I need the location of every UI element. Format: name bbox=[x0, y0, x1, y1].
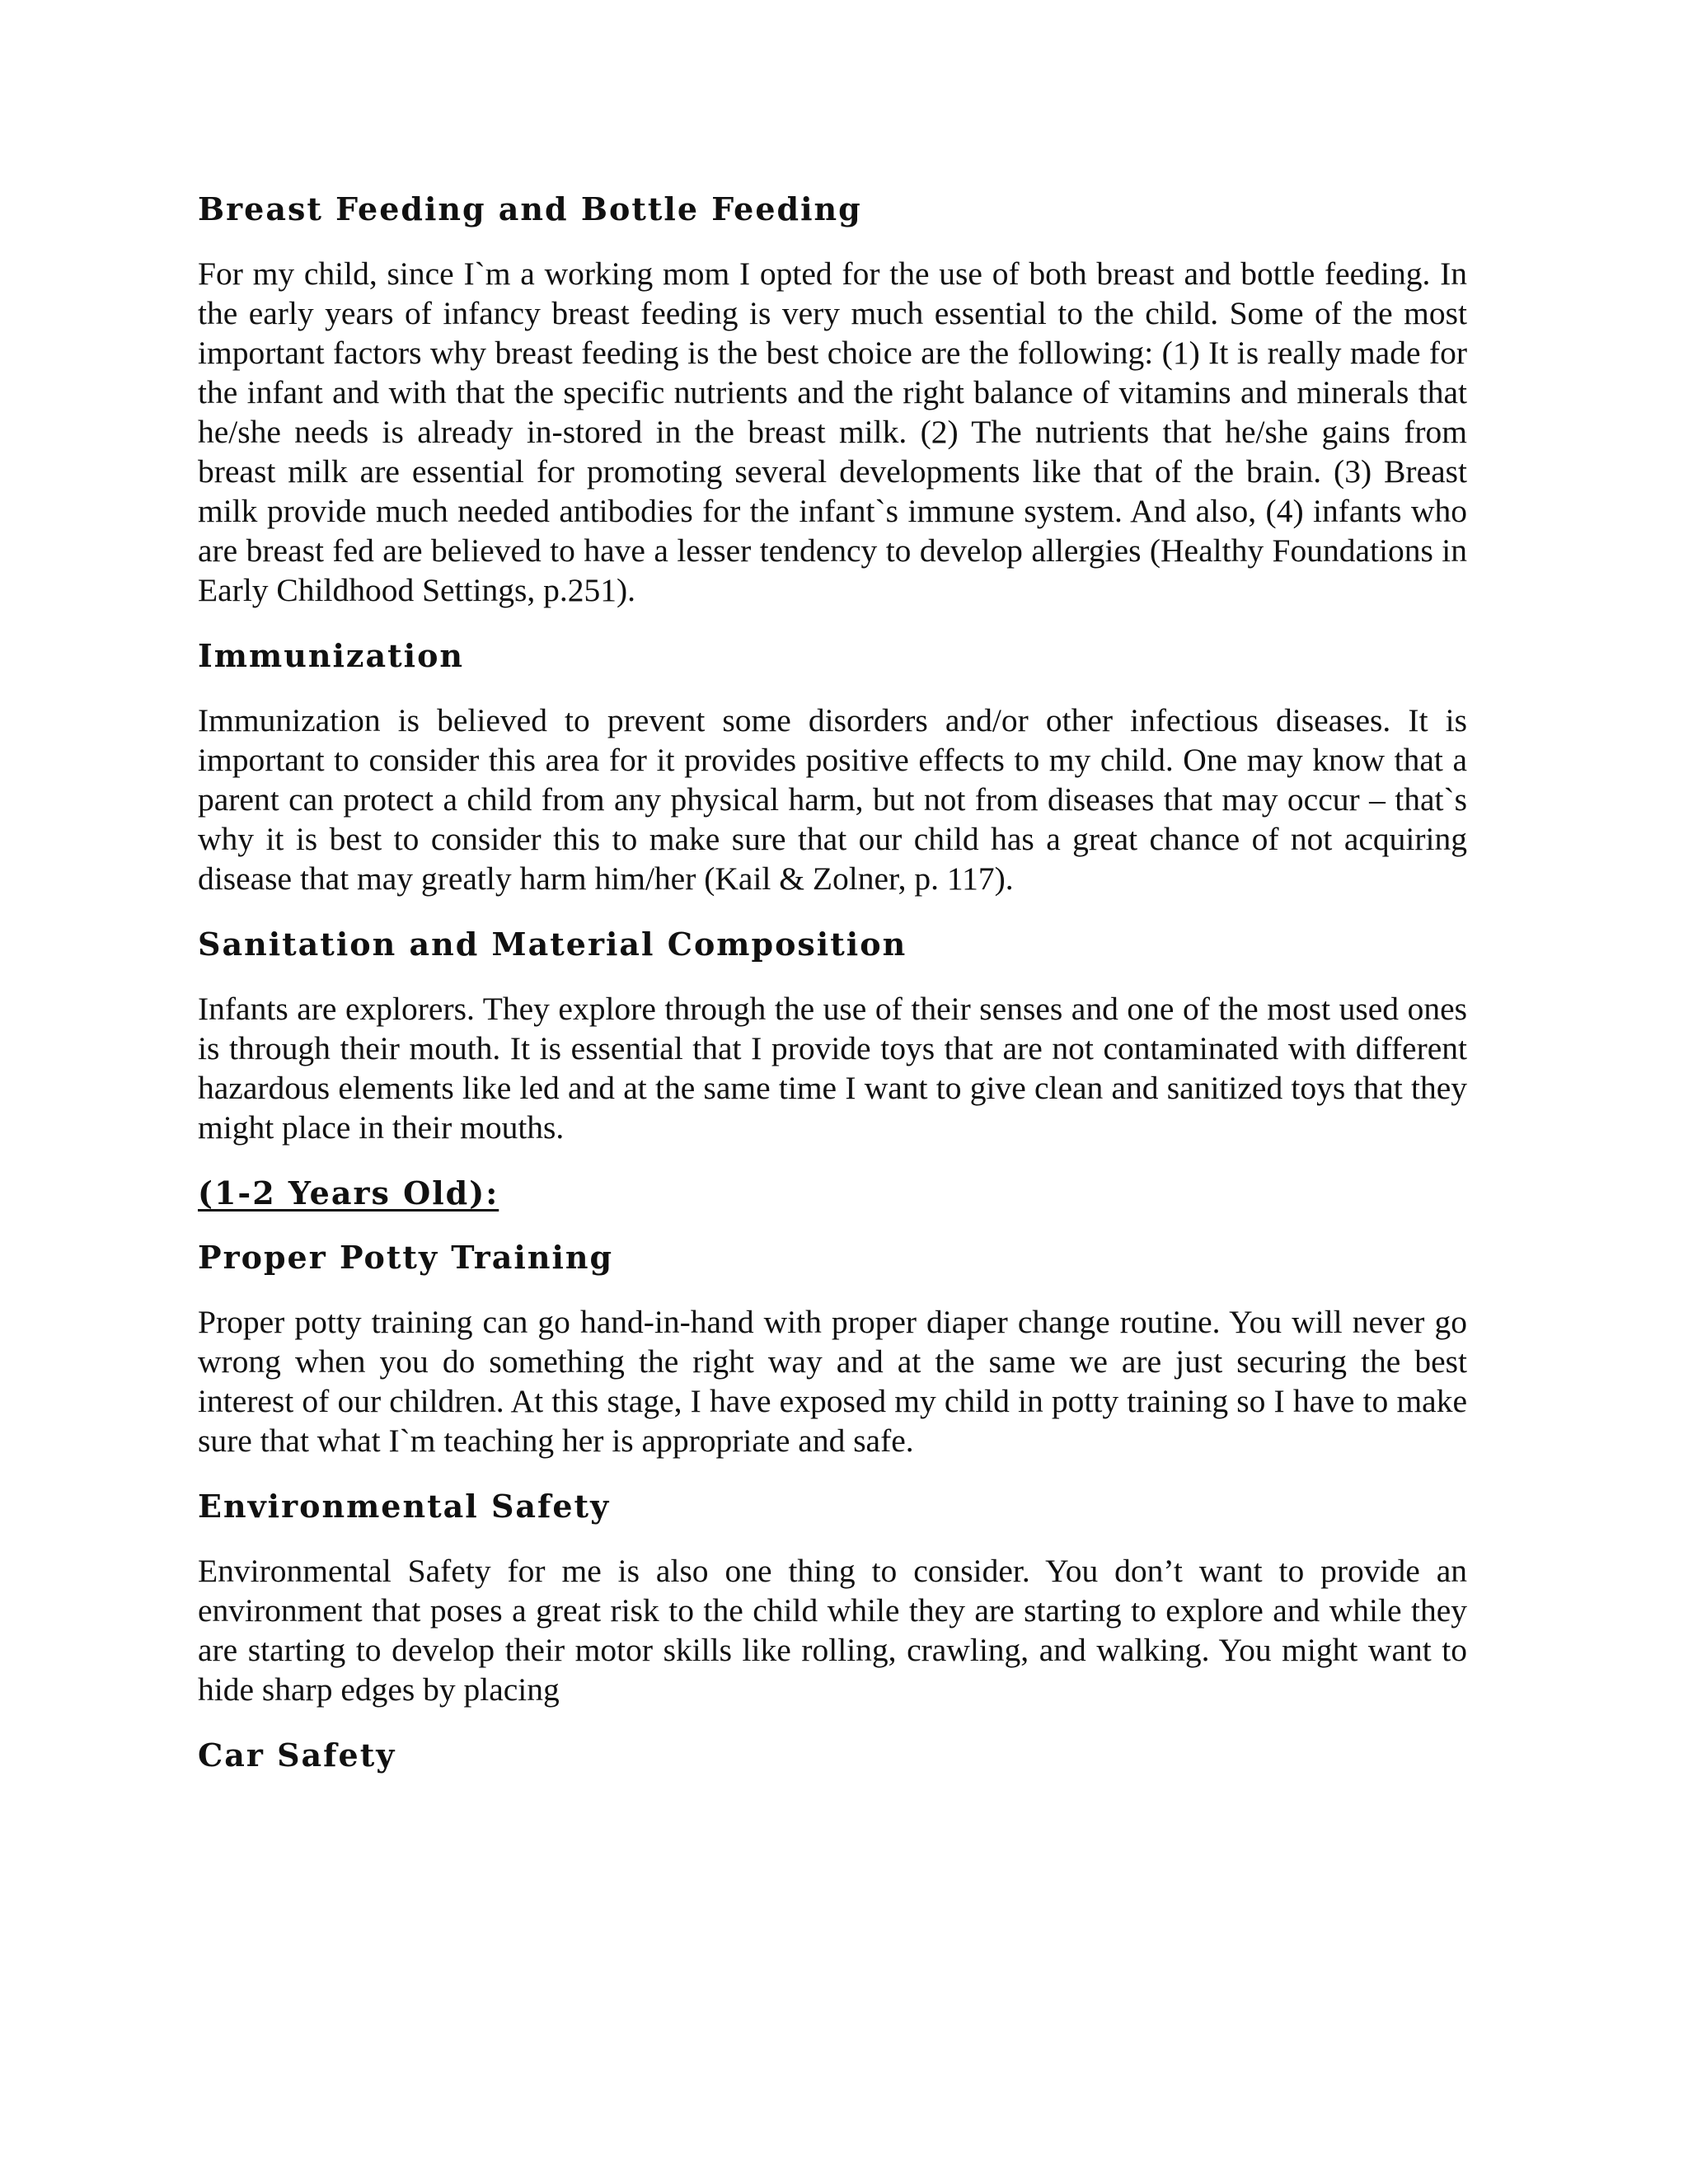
document-page bbox=[198, 190, 1467, 1800]
section-potty-training bbox=[198, 1238, 1467, 1460]
section-immunization bbox=[198, 636, 1467, 898]
section-body: Environmental Safety for me is also one thing to consider. You don’t want to provide an environment that poses a great risk to the child while they are starting to explore and while they are starting to develop their motor skills like rolling, crawling, and walking. You might want to hide sharp edges by placing bbox=[198, 1553, 1467, 1708]
section-age-group bbox=[198, 1174, 1467, 1213]
age-group-heading: (1-2 Years Old): bbox=[198, 1174, 499, 1212]
section-body: For my child, since I`m a working mom I opted for the use of both breast and bottle feeding. In the early years of infancy breast feeding is very much essential to the child. Some of the most important factors why breast feeding is the best choice are the following: (1) It is really made for the infant and with that the specific nutrients and the right balance of vitamins and minerals that he/she needs is already in-stored in the breast milk. (2) The nutrients that he/she gains from breast milk are essential for promoting several developments like that of the brain. (3) Breast milk provide much needed antibodies for the infant`s immune system. And also, (4) infants who are breast fed are believed to have a lesser tendency to develop allergies (Healthy Foundations in Early Childhood Settings, p.251). bbox=[198, 255, 1467, 608]
section-breast-feeding bbox=[198, 190, 1467, 610]
section-body: Proper potty training can go hand-in-hand with proper diaper change routine. You will never go wrong when you do something the right way and at the same we are just securing the best interest of our children. At this stage, I have exposed my child in potty training so I have to make sure that what I`m teaching her is appropriate and safe. bbox=[198, 1304, 1467, 1459]
section-heading: Proper Potty Training bbox=[198, 1239, 614, 1276]
section-sanitation bbox=[198, 925, 1467, 1147]
section-car-safety bbox=[198, 1736, 1467, 1775]
section-body: Infants are explorers. They explore through the use of their senses and one of the most used ones is through their mouth. It is essential that I provide toys that are not contaminated with different hazardous elements like led and at the same time I want to give clean and sanitized toys that they might place in their mouths. bbox=[198, 991, 1467, 1146]
section-heading: Immunization bbox=[198, 637, 465, 674]
section-heading: Breast Feeding and Bottle Feeding bbox=[198, 190, 862, 227]
section-heading: Car Safety bbox=[198, 1736, 396, 1774]
section-heading: Sanitation and Material Composition bbox=[198, 926, 907, 963]
section-heading: Environmental Safety bbox=[198, 1488, 611, 1525]
section-body: Immunization is believed to prevent some disorders and/or other infectious diseases. It is important to consider this area for it provides positive effects to my child. One may know that a parent can protect a child from any physical harm, but not from diseases that may occur – that`s why it is best to consider this to make sure that our child has a great chance of not acquiring disease that may greatly harm him/her (Kail & Zolner, p. 117). bbox=[198, 702, 1467, 897]
section-environmental-safety bbox=[198, 1487, 1467, 1709]
